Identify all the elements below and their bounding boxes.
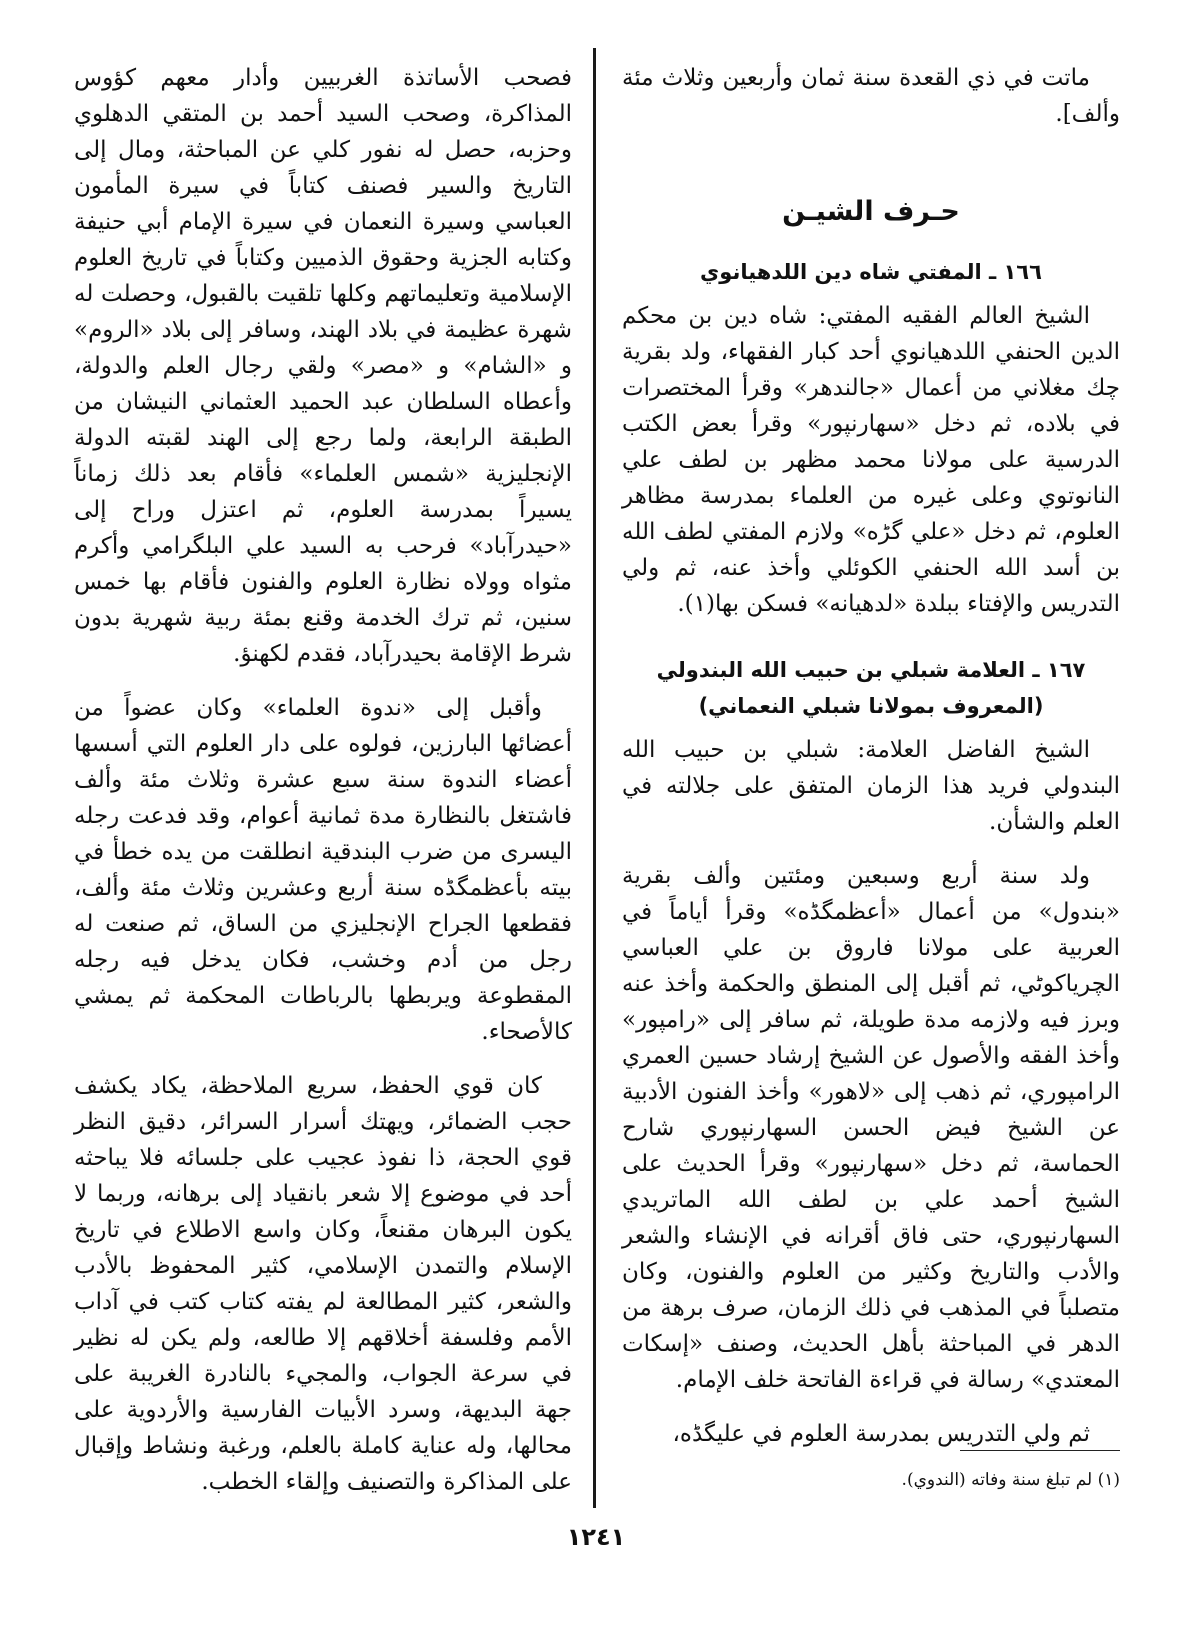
entry-166-title-text: ١٦٦ ـ المفتي شاه دين اللدهيانوي xyxy=(700,260,1042,284)
entry-167-paragraph-2: ولد سنة أربع وسبعين ومئتين وألف بقرية «بندول» من أعمال «أعظمگڈه» وقرأ أياماً في العربية على مولانا فاروق بن علي العباسي الچرياكوٹي، ثم أقبل إلى المنطق والحكمة وأخذ عنه وبرز فيه ولازمه مدة طويلة، ثم سافر إلى «رامپور» وأخذ الفقه والأصول عن الشيخ إرشاد حسين العمري الرامپوري، ثم ذهب إلى «لاهور» وأخذ الفنون الأدبية عن الشيخ فيض الحسن السهارنپوري شارح الحماسة، ثم دخل «سهارنپور» وقرأ الحديث على الشيخ أحمد علي بن لطف الله الماتريدي السهارنپوري، حتى فاق أقرانه في الإنشاء والشعر والأدب والتاريخ وكثير من العلوم والفنون، وكان متصلباً في المذهب في ذلك الزمان، صرف برهة من الدهر في المباحثة بأهل الحديث، وصنف «إسكات المعتدي» رسالة في قراءة الفاتحة خلف الإمام. xyxy=(622,863,1120,1393)
entry-167-paragraph-3: ثم ولي التدريس بمدرسة العلوم في عليگڈه، xyxy=(672,1421,1090,1447)
footnote-rule xyxy=(960,1450,1120,1451)
entry-167-title-line1: ١٦٧ ـ العلامة شبلي بن حبيب الله البندولي xyxy=(656,658,1086,682)
entry-167-title-line2: (المعروف بمولانا شبلي النعماني) xyxy=(698,694,1044,718)
intro-paragraph: ماتت في ذي القعدة سنة ثمان وأربعين وثلاث مئة وألف]. xyxy=(622,65,1120,127)
entry-166-paragraph: الشيخ العالم الفقيه المفتي: شاه دين بن محكم الدين الحنفي اللدهيانوي أحد كبار الفقهاء، ولد بقرية چك مغلاني من أعمال «جالندهر» وقرأ المختصرات في بلاده، ثم دخل «سهارنپور» وقرأ بعض الكتب الدرسية على مولانا محمد مظهر بن لطف علي النانوتوي وعلى غيره من العلماء بمدرسة مظاهر العلوم، ثم دخل «علي گڑه» ولازم المفتي لطف الله بن أسد الله الحنفي الكوئلي وأخذ عنه، ثم ولي التدريس والإفتاء ببلدة «لدهيانه» فسكن بها(١). xyxy=(622,303,1120,617)
entry-166-title xyxy=(622,254,1120,290)
left-paragraph-1: فصحب الأساتذة الغربيين وأدار معهم كؤوس المذاكرة، وصحب السيد أحمد بن المتقي الدهلوي وحزبه، حصل له نفور كلي عن المباحثة، ومال إلى التاريخ والسير فصنف كتاباً في سيرة المأمون العباسي وسيرة النعمان في سيرة الإمام أبي حنيفة وكتابه الجزية وحقوق الذميين وكتاباً في تاريخ العلوم الإسلامية وتعليماتهم وكلها تلقيت بالقبول، وحصلت له شهرة عظيمة في بلاد الهند، وسافر إلى بلاد «الروم» و «الشام» و «مصر» ولقي رجال العلم والدولة، وأعطاه السلطان عبد الحميد العثماني النيشان من الطبقة الرابعة، ولما رجع إلى الهند لقبته الدولة الإنجليزية «شمس العلماء» فأقام بعد ذلك زماناً يسيراً بمدرسة العلوم، ثم اعتزل وراح إلى «حيدرآباد» فرحب به السيد علي البلگرامي وأكرم مثواه وولاه نظارة العلوم والفنون فأقام بها خمس سنين، ثم ترك الخدمة وقنع بمئة ربية شهرية بدون شرط الإقامة بحيدرآباد، فقدم لكهنؤ. xyxy=(74,65,572,667)
footnote: (١) لم تبلغ سنة وفاته (الندوي). xyxy=(901,1470,1120,1490)
page-number: ١٢٤١ xyxy=(566,1523,626,1551)
section-title: حـرف الشيـن xyxy=(782,196,960,227)
entry-167-paragraph-1: الشيخ الفاضل العلامة: شبلي بن حبيب الله البندولي فريد هذا الزمان المتفق على جلالته في العلم والشأن. xyxy=(622,737,1120,835)
left-column xyxy=(74,60,572,1500)
entry-167-title xyxy=(622,652,1120,724)
column-divider xyxy=(593,48,596,1508)
left-paragraph-3: كان قوي الحفظ، سريع الملاحظة، يكاد يكشف حجب الضمائر، ويهتك أسرار السرائر، دقيق النظر قوي الحجة، ذا نفوذ عجيب على جلسائه فلا يباحثه أحد في موضوع إلا شعر بانقياد إلى برهانه، وربما لا يكون البرهان مقنعاً، وكان واسع الاطلاع في تاريخ الإسلام والتمدن الإسلامي، كثير المحفوظ بالأدب والشعر، كثير المطالعة لم يفته كتاب كتب في آداب الأمم وفلسفة أخلاقهم إلا طالعه، ولم يكن له نظير في سرعة الجواب، والمجيء بالنادرة الغريبة على جهة البديهة، وسرد الأبيات الفارسية والأردوية على محالها، وله عناية كاملة بالعلم، ورغبة ونشاط وإقبال على المذاكرة والتصنيف وإلقاء الخطب. xyxy=(74,1073,572,1495)
right-column xyxy=(622,60,1120,1452)
left-paragraph-2: وأقبل إلى «ندوة العلماء» وكان عضواً من أعضائها البارزين، فولوه على دار العلوم التي أسسها أعضاء الندوة سنة سبع عشرة وثلاث مئة وألف فاشتغل بالنظارة مدة ثمانية أعوام، وقد فدعت رجله اليسرى من ضرب البندقية انطلقت من يده خطأ في بيته بأعظمگڈه سنة أربع وعشرين وثلاث مئة وألف، فقطعها الجراح الإنجليزي من الساق، ثم صنعت له رجل من أدم وخشب، فكان يدخل فيه رجله المقطوعة ويربطها بالرباطات المحكمة ثم يمشي كالأصحاء. xyxy=(74,695,572,1045)
